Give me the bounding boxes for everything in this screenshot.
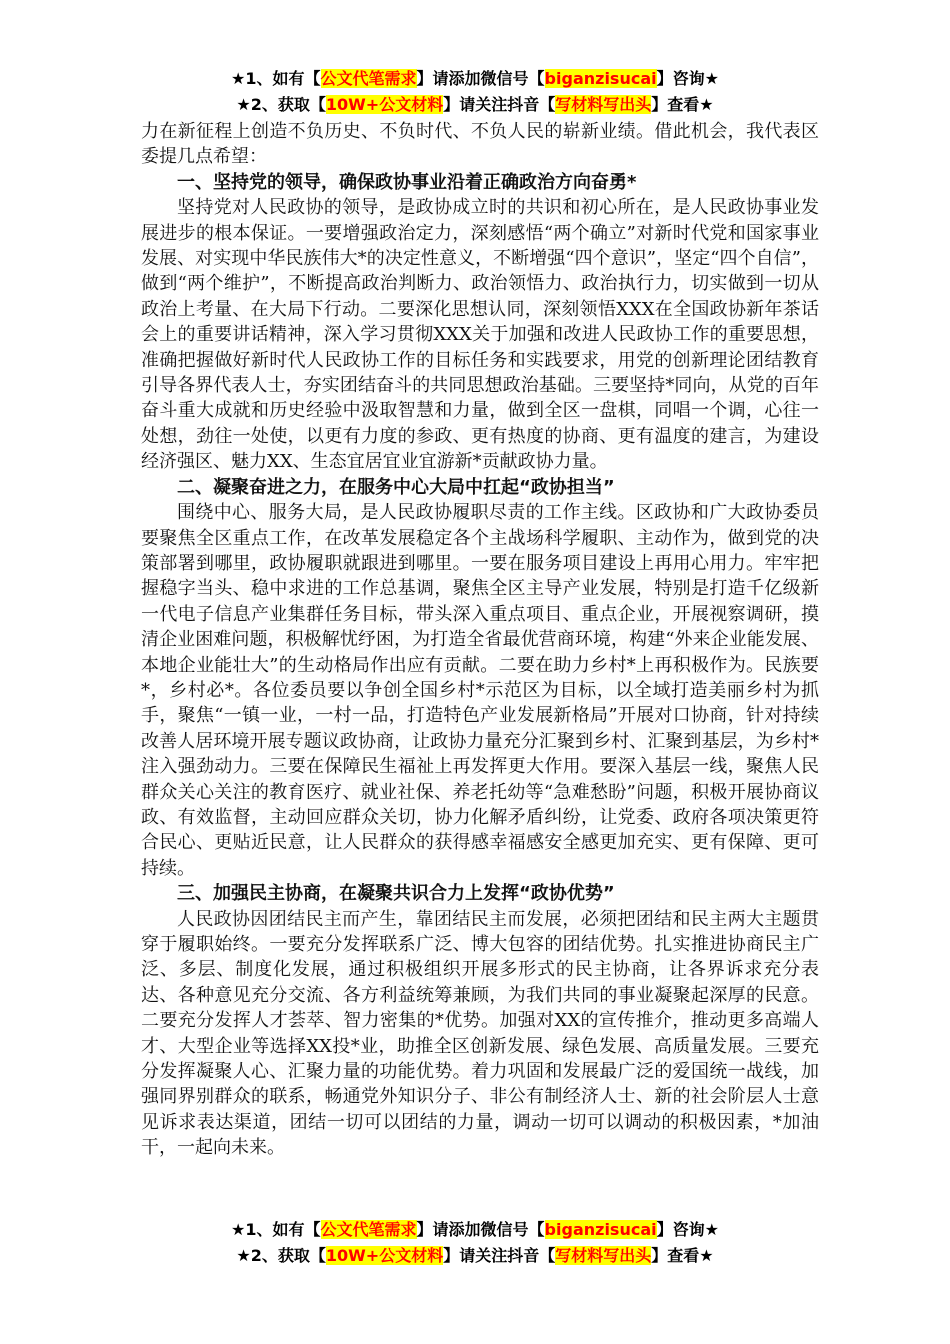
- section-heading-1: 一、坚持党的领导，确保政协事业沿着正确政治方向奋勇*: [177, 171, 637, 193]
- section-paragraph-1: 坚持党对人民政协的领导，是政协成立时的共识和初心所在，是人民政协事业发展进步的根本保证。一要增强政治定力，深刻感悟“两个确立”对新时代党和国家事业发展、对实现中华民族伟大*的决定性意义，不断增强“四个意识”，坚定“四个自信”，做到“两个维护”，不断提高政治判断力、政治领悟力、政治执行力，切实做到一切从政治上考量、在大局下行动。二要深化思想认同，深刻领悟XXX在全国政协新年茶话会上的重要讲话精神，深入学习贯彻XXX关于加强和改进人民政协工作的重要思想，准确把握做好新时代人民政协工作的目标任务和实践要求，用党的创新理论团结教育引导各界代表人士，夯实团结奋斗的共同思想政治基础。三要坚持*同向，从党的百年奋斗重大成就和历史经验中汲取智慧和力量，做到全区一盘棋，同唱一个调，心往一处想，劲往一处使，以更有力度的参政、更有热度的协商、更有温度的建言，为建设经济强区、魅力XX、生态宜居宜业宜游新*贡献政协力量。: [141, 197, 819, 473]
- ad-text: 】请添加微信号【: [416, 1220, 545, 1239]
- ad-text: 】咨询★: [656, 1220, 719, 1239]
- section-heading-2: 二、凝聚奋进之力，在服务中心大局中扛起“政协担当”: [177, 476, 615, 498]
- ad-text: 】请关注抖音【: [443, 1246, 556, 1265]
- ad-highlight: 10W+公文材料: [325, 1246, 444, 1265]
- top-ad-line-2: [0, 93, 950, 117]
- intro-paragraph: 力在新征程上创造不负历史、不负时代、不负人民的崭新业绩。借此机会，我代表区委提几点希望：: [141, 121, 819, 168]
- section-paragraph-2: 围绕中心、服务大局，是人民政协履职尽责的工作主线。区政协和广大政协委员要聚焦全区重点工作，在改革发展稳定各个主战场科学履职、主动作为，做到党的决策部署到哪里，政协履职就跟进到哪里。一要在服务项目建设上再用心用力。牢牢把握稳字当头、稳中求进的工作总基调，聚焦全区主导产业发展，特别是打造千亿级新一代电子信息产业集群任务目标，带头深入重点项目、重点企业，开展视察调研，摸清企业困难问题，积极解忧纾困，为打造全省最优营商环境，构建“外来企业能发展、本地企业能壮大”的生动格局作出应有贡献。二要在助力乡村*上再积极作为。民族要*，乡村必*。各位委员要以争创全国乡村*示范区为目标，以全域打造美丽乡村为抓手，聚焦“一镇一业，一村一品，打造特色产业发展新格局”开展对口协商，针对持续改善人居环境开展专题议政协商，让政协力量充分汇聚到乡村、汇聚到基层，为乡村*注入强劲动力。三要在保障民生福祉上再发挥更大作用。要深入基层一线，聚焦人民群众关心关注的教育医疗、就业社保、养老托幼等“急难愁盼”问题，积极开展协商议政、有效监督，主动回应群众关切，协力化解矛盾纠纷，让党委、政府各项决策更符合民心、更贴近民意，让人民群众的获得感幸福感安全感更加充实、更有保障、更可持续。: [141, 502, 819, 879]
- ad-highlight: 公文代笔需求: [320, 1220, 417, 1239]
- section-paragraph-3: 人民政协因团结民主而产生，靠团结民主而发展，必须把团结和民主两大主题贯穿于履职始终。一要充分发挥联系广泛、博大包容的团结优势。扎实推进协商民主广泛、多层、制度化发展，通过积极组织开展多形式的民主协商，让各界诉求充分表达、各种意见充分交流、各方利益统筹兼顾，为我们共同的事业凝聚起深厚的民意。二要充分发挥人才荟萃、智力密集的*优势。加强对XX的宣传推介，推动更多高端人才、大型企业等选择XX投*业，助推全区创新发展、绿色发展、高质量发展。三要充分发挥凝聚人心、汇聚力量的功能优势。着力巩固和发展最广泛的爱国统一战线，加强同界别群众的联系，畅通党外知识分子、非公有制经济人士、新的社会阶层人士意见诉求表达渠道，团结一切可以团结的力量，调动一切可以调动的积极因素，*加油干，一起向未来。: [141, 908, 819, 1159]
- ad-text: ★2、获取【: [236, 95, 326, 114]
- ad-text: ★2、获取【: [236, 1246, 326, 1265]
- ad-highlight: 写材料写出头: [555, 95, 652, 114]
- top-ad-line-1: [0, 67, 950, 91]
- ad-highlight: biganzisucai: [544, 69, 657, 88]
- bottom-ad-line-2: [0, 1244, 950, 1268]
- ad-text: 】请关注抖音【: [443, 95, 556, 114]
- ad-highlight: biganzisucai: [544, 1220, 657, 1239]
- ad-highlight: 公文代笔需求: [320, 69, 417, 88]
- ad-highlight: 10W+公文材料: [325, 95, 444, 114]
- ad-text: 】请添加微信号【: [416, 69, 545, 88]
- ad-text: ★1、如有【: [231, 1220, 321, 1239]
- document-body: [141, 119, 819, 1161]
- ad-text: 】查看★: [651, 1246, 714, 1265]
- bottom-ad-line-1: [0, 1218, 950, 1242]
- ad-text: ★1、如有【: [231, 69, 321, 88]
- section-heading-3: 三、加强民主协商，在凝聚共识合力上发挥“政协优势”: [177, 883, 615, 905]
- ad-highlight: 写材料写出头: [555, 1246, 652, 1265]
- ad-text: 】查看★: [651, 95, 714, 114]
- ad-text: 】咨询★: [656, 69, 719, 88]
